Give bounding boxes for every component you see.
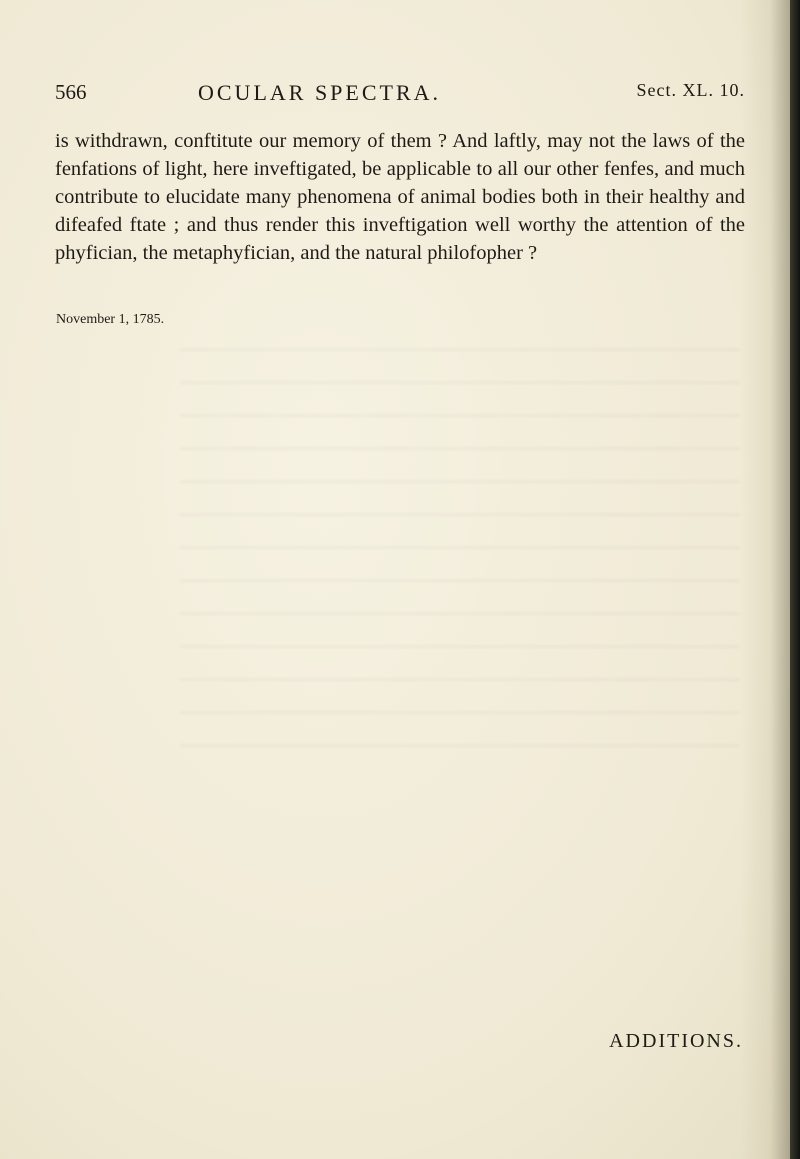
catchword: ADDITIONS. xyxy=(609,1030,743,1052)
running-title: OCULAR SPECTRA. xyxy=(198,80,442,105)
dateline: November 1, 1785. xyxy=(56,312,165,327)
body-paragraph: is withdrawn, conftitute our memory of them ? And laftly, may not the laws of the fenfations of light, here inveftigated, be applicable to all our other fenfes, and much contribute to elucidate many phenomena of animal bodies both in their healthy and difeafed ftate ; and thus render this inveftigation well worthy the attention of the phyfician, the metaphyfician, and the natural philofopher ? xyxy=(55,130,745,264)
show-through-texture xyxy=(180,330,740,750)
page-number: 566 xyxy=(55,80,87,104)
page-edge-shadow xyxy=(790,0,800,1159)
page-header xyxy=(55,80,745,114)
section-reference: Sect. XL. 10. xyxy=(636,80,745,100)
